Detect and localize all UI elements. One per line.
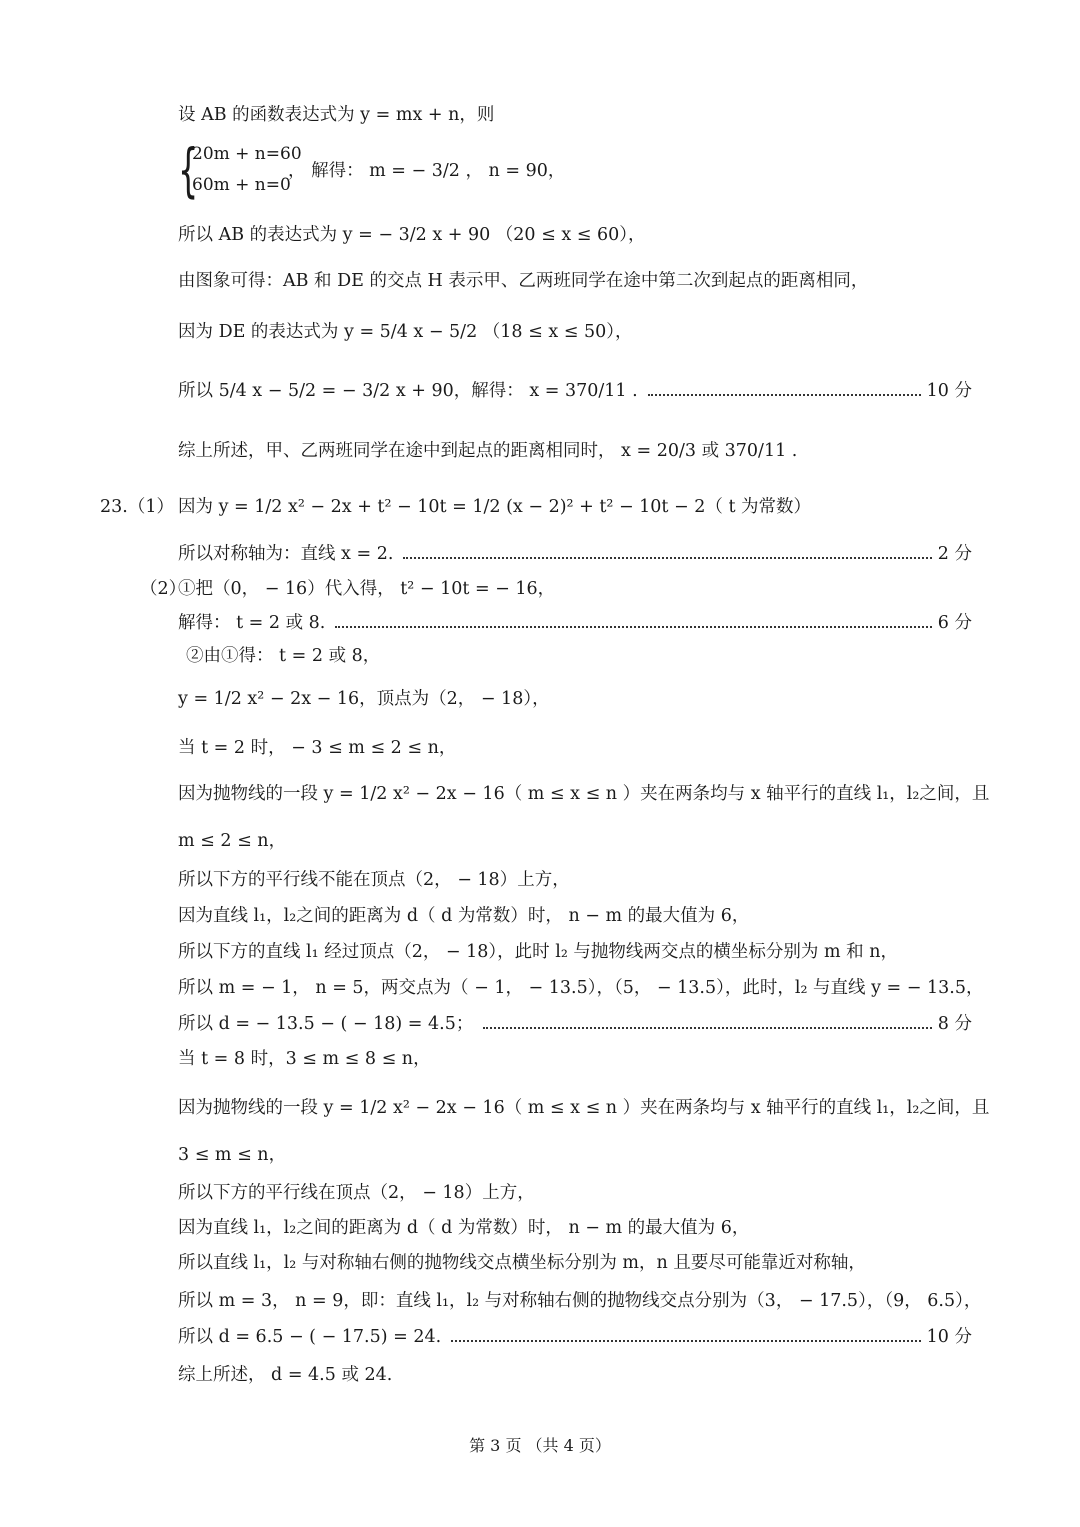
dotted-leader: [648, 394, 921, 396]
text-line: 因为直线 l₁，l₂之间的距离为 d（ d 为常数）时， n − m 的最大值为 6，: [178, 1218, 750, 1238]
text-line: ①把（0， − 16）代入得， t² − 10t = − 16，: [178, 579, 556, 599]
text-line: 所以 d = − 13.5 − ( − 18) = 4.5；: [178, 1014, 474, 1034]
dotted-leader: [451, 1340, 921, 1342]
dotted-leader: [335, 626, 932, 628]
text-line: 综上所述，甲、乙两班同学在途中到起点的距离相同时， x = 20/3 或 370/11 .: [178, 441, 798, 461]
score-label: 10 分: [926, 381, 972, 401]
text-line: 由图象可得：AB 和 DE 的交点 H 表示甲、乙两班同学在途中第二次到起点的距离相同，: [178, 271, 869, 291]
text-line: 设 AB 的函数表达式为 y = mx + n，则: [178, 105, 495, 125]
score-label: 10 分: [926, 1327, 972, 1347]
text-line: 所以对称轴为：直线 x = 2.: [178, 544, 394, 564]
text-line: 当 t = 2 时， − 3 ≤ m ≤ 2 ≤ n，: [178, 738, 457, 758]
text-line: 解得： t = 2 或 8.: [178, 613, 326, 633]
score-label: 2 分: [937, 544, 972, 564]
system-equation-2: 60m + n=0: [192, 175, 291, 195]
system-equation-1: 20m + n=60: [192, 144, 302, 164]
score-label: 8 分: [937, 1014, 972, 1034]
text-line: 因为 DE 的表达式为 y = 5/4 x − 5/2 （18 ≤ x ≤ 50），: [178, 322, 633, 342]
text-line: 所以直线 l₁，l₂ 与对称轴右侧的抛物线交点横坐标分别为 m，n 且要尽可能靠近对称轴，: [178, 1253, 866, 1273]
question-number: 23.（1）: [100, 497, 174, 517]
text-line: y = 1/2 x² − 2x − 16，顶点为（2， − 18），: [178, 689, 550, 709]
text-line: 所以 d = 6.5 − ( − 17.5) = 24.: [178, 1327, 442, 1347]
text-line: ②由①得： t = 2 或 8，: [186, 646, 381, 666]
part-number: （2）: [140, 579, 187, 599]
text-line: 当 t = 8 时，3 ≤ m ≤ 8 ≤ n，: [178, 1049, 431, 1069]
text-line: 所以下方的平行线在顶点（2， − 18）上方，: [178, 1183, 535, 1203]
text-line: 因为抛物线的一段 y = 1/2 x² − 2x − 16（ m ≤ x ≤ n ）夹在两条均与 x 轴平行的直线 l₁，l₂之间，且: [178, 1098, 990, 1118]
text-line: 所以 AB 的表达式为 y = − 3/2 x + 90 （20 ≤ x ≤ 60），: [178, 225, 646, 245]
text-line: 所以 5/4 x − 5/2 = − 3/2 x + 90，解得： x = 370/11 .: [178, 381, 638, 401]
text-line: 因为 y = 1/2 x² − 2x + t² − 10t = 1/2 (x − 2)² + t² − 10t − 2（ t 为常数）: [178, 497, 812, 517]
text-line: m ≤ 2 ≤ n，: [178, 831, 287, 851]
page-footer: 第 3 页 （共 4 页）: [469, 1436, 611, 1455]
text-line: 综上所述， d = 4.5 或 24.: [178, 1365, 393, 1385]
left-brace: {: [178, 136, 199, 204]
text-line: 所以下方的平行线不能在顶点（2， − 18）上方，: [178, 870, 570, 890]
text-line: 所以 m = 3， n = 9，即：直线 l₁，l₂ 与对称轴右侧的抛物线交点分别为（3， − 17.5），（9， 6.5），: [178, 1291, 982, 1311]
text-line: 所以 m = − 1， n = 5，两交点为（ − 1， − 13.5），（5， − 13.5），此时，l₂ 与直线 y = − 13.5，: [178, 978, 984, 998]
dotted-leader: [403, 557, 932, 559]
text-line: ， 解得： m = − 3/2 ， n = 90，: [288, 161, 566, 181]
score-label: 6 分: [937, 613, 972, 633]
text-line: 因为抛物线的一段 y = 1/2 x² − 2x − 16（ m ≤ x ≤ n ）夹在两条均与 x 轴平行的直线 l₁，l₂之间，且: [178, 784, 990, 804]
text-line: 所以下方的直线 l₁ 经过顶点（2， − 18），此时 l₂ 与抛物线两交点的横坐标分别为 m 和 n，: [178, 942, 898, 962]
text-line: 3 ≤ m ≤ n，: [178, 1145, 287, 1165]
text-line: 因为直线 l₁，l₂之间的距离为 d（ d 为常数）时， n − m 的最大值为 6，: [178, 906, 750, 926]
dotted-leader: [483, 1027, 932, 1029]
